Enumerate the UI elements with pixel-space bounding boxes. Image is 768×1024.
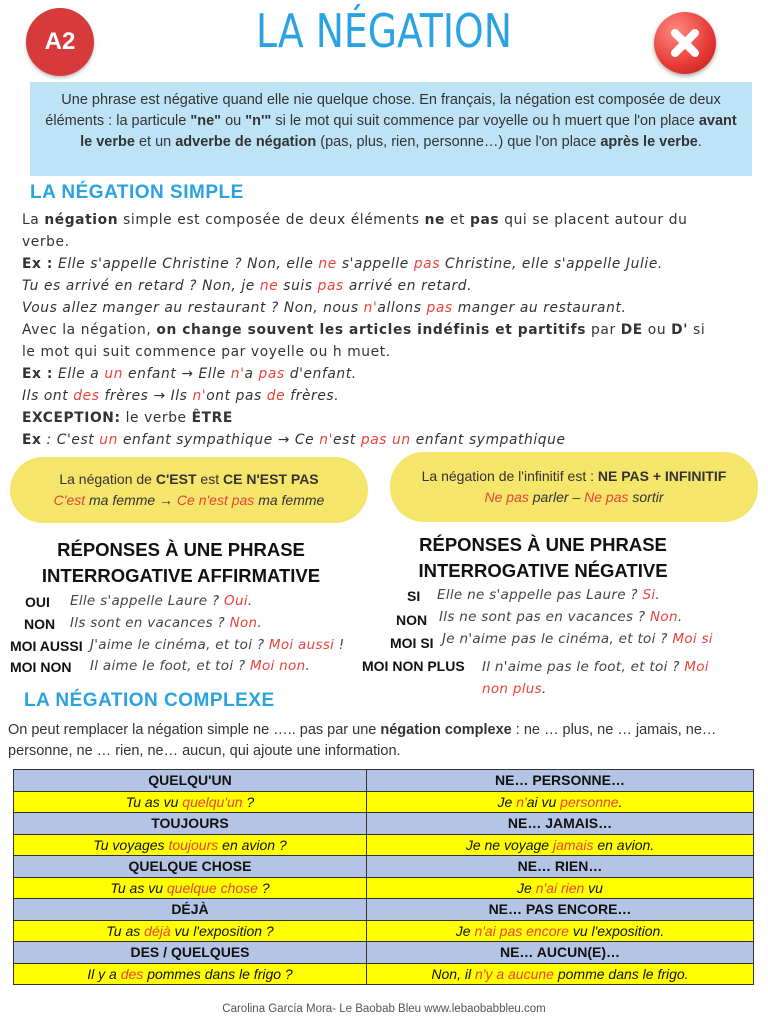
cell-text: vu l'exposition.	[568, 922, 665, 939]
negation-word: toujours	[168, 836, 219, 853]
section-title-simple: LA NÉGATION SIMPLE	[30, 182, 244, 203]
cell-text: Je	[517, 879, 536, 896]
cell-text: Je	[455, 922, 475, 939]
intro-bold: adverbe de négation	[175, 134, 317, 150]
simple-line-2: verbe.	[22, 234, 70, 250]
cell-text: NE… PAS ENCORE…	[488, 901, 632, 918]
affirmative-responses-title: RÉPONSES À UNE PHRASE INTERROGATIVE AFFIRMATIVE	[41, 539, 321, 586]
cell-text: DES / QUELQUES	[130, 944, 250, 961]
table-cell-right	[367, 791, 754, 813]
cell-text: DÉJÀ	[171, 901, 209, 918]
table-cell-right	[367, 942, 754, 964]
cell-text: en avion ?	[218, 836, 287, 853]
table-cell-right	[367, 963, 754, 985]
intro-n: "n'"	[245, 113, 272, 129]
cell-text: vu l'exposition ?	[170, 922, 274, 939]
table-cell-right	[367, 813, 754, 835]
negation-word: n'	[516, 793, 527, 810]
complex-intro: On peut remplacer la négation simple ne ….. pas par une négation complexe : ne … plus, ne … jamais, ne… personne, ne … rien, ne… aucun, qui ajoute une information.	[8, 722, 717, 759]
level-text: A2	[44, 28, 76, 55]
negation-word: n'ai rien	[535, 879, 585, 896]
resp-label-moi-non: MOI NON	[10, 659, 72, 675]
cell-text: Je	[497, 793, 517, 810]
cell-text: ?	[257, 879, 270, 896]
table-cell-left	[14, 899, 367, 921]
exception-example: Ex : C'est un enfant sympathique → Ce n'est pas un enfant sympathique	[22, 432, 566, 448]
negation-word: déjà	[144, 922, 171, 939]
articles-example-2: Ils ont des frères → Ils n'ont pas de frères.	[22, 388, 340, 404]
table-cell-right	[367, 877, 754, 899]
cell-text: .	[618, 793, 623, 810]
footer-credit: Carolina García Mora- Le Baobab Bleu www.lebaobabbleu.com	[222, 1003, 546, 1015]
simple-example-2: Tu es arrivé en retard ? Non, je ne suis pas arrivé en retard.	[22, 278, 473, 294]
resp-label-moi-aussi: MOI AUSSI	[10, 638, 83, 654]
cell-text: NE… RIEN…	[517, 858, 603, 875]
table-cell-left	[14, 920, 367, 942]
cell-text: Tu voyages	[93, 836, 169, 853]
resp-example-moi-non-plus: Il n'aime pas le foot, et toi ? Moi non plus.	[482, 659, 709, 697]
table-cell-right	[367, 920, 754, 942]
exception-line: EXCEPTION: le verbe ÊTRE	[22, 410, 233, 426]
x-mark-icon	[665, 23, 705, 63]
cell-text: Il y a	[87, 965, 121, 982]
cell-text: QUELQU'UN	[148, 772, 232, 789]
cell-text: Tu as	[106, 922, 145, 939]
table-header-row	[14, 856, 754, 878]
negation-word: personne	[560, 793, 619, 810]
resp-example-non: Ils sont en vacances ? Non.	[70, 615, 262, 631]
resp-example-oui: Elle s'appelle Laure ? Oui.	[70, 593, 253, 609]
table-example-row	[14, 920, 754, 942]
cell-text: TOUJOURS	[151, 815, 229, 832]
table-cell-right	[367, 856, 754, 878]
table-cell-left	[14, 834, 367, 856]
table-example-row	[14, 834, 754, 856]
negation-word: jamais	[552, 836, 594, 853]
section-title-complex: LA NÉGATION COMPLEXE	[24, 690, 275, 711]
intro-bold: après le verbe	[600, 134, 698, 150]
resp-label-moi-si: MOI SI	[390, 635, 434, 651]
resp-example-moi-si: Je n'aime pas le cinéma, et toi ? Moi si	[442, 631, 713, 647]
table-example-row	[14, 963, 754, 985]
resp-label-oui: OUI	[25, 594, 50, 610]
resp-label-si: SI	[407, 588, 421, 604]
negation-word: n'y a aucune	[474, 965, 554, 982]
cell-text: pommes dans le frigo ?	[143, 965, 293, 982]
articles-example-1: Ex : Elle a un enfant → Elle n'a pas d'enfant.	[22, 366, 357, 382]
intro-text: .	[697, 134, 702, 150]
resp-label-moi-non-plus: MOI NON PLUS	[362, 658, 465, 674]
table-cell-left	[14, 963, 367, 985]
resp-example-si: Elle ne s'appelle pas Laure ? Si.	[437, 587, 660, 603]
table-example-row	[14, 791, 754, 813]
complex-negation-table	[13, 769, 754, 985]
cell-text: ai vu	[526, 793, 561, 810]
table-example-row	[14, 877, 754, 899]
cell-text: Non, il	[431, 965, 475, 982]
resp-example-moi-non: Il aime le foot, et toi ? Moi non.	[90, 658, 311, 674]
page-title: LA NÉGATION	[256, 4, 512, 58]
simple-line-1: La négation simple est composée de deux éléments ne et pas qui se placent autour du	[22, 212, 688, 228]
negation-word: quelque chose	[166, 879, 258, 896]
negation-word: n'ai pas encore	[474, 922, 569, 939]
resp-label-non: NON	[24, 616, 56, 632]
intro-bold: avant le verbe	[80, 113, 737, 150]
cell-text: ?	[242, 793, 255, 810]
simple-example-3: Vous allez manger au restaurant ? Non, nous n'allons pas manger au restaurant.	[22, 300, 627, 316]
simple-example-1: Ex : Elle s'appelle Christine ? Non, elle ne s'appelle pas Christine, elle s'appelle Julie.	[22, 256, 663, 272]
table-header-row	[14, 813, 754, 835]
negative-responses-title: RÉPONSES À UNE PHRASE INTERROGATIVE NÉGATIVE	[418, 534, 668, 581]
resp-example-non-neg: Ils ne sont pas en vacances ? Non.	[439, 609, 683, 625]
cell-text: NE… PERSONNE…	[495, 772, 625, 789]
articles-rule: Avec la négation, on change souvent les articles indéfinis et partitifs par DE ou D' si	[22, 322, 706, 338]
table-header-row	[14, 770, 754, 792]
table-cell-right	[367, 899, 754, 921]
cell-text: Tu as vu	[125, 793, 183, 810]
intro-text: si le mot qui suit commence par voyelle ou h muert que l'on place	[271, 113, 699, 129]
negation-word: quelqu'un	[182, 793, 243, 810]
table-cell-right	[367, 834, 754, 856]
table-cell-left	[14, 942, 367, 964]
cest-pill: La négation de C'EST est CE N'EST PAS C'est ma femme → Ce n'est pas ma femme	[10, 457, 368, 523]
cell-text: Tu as vu	[110, 879, 167, 896]
articles-rule-2: le mot qui suit commence par voyelle ou h muet.	[22, 344, 391, 360]
cell-text: NE… AUCUN(E)…	[499, 944, 621, 961]
table-cell-left	[14, 770, 367, 792]
intro-text: Une phrase est négative quand elle nie quelque chose. En français, la négation est composée de deux éléments : la particule	[45, 92, 721, 129]
intro-box	[30, 82, 752, 176]
table-cell-left	[14, 813, 367, 835]
intro-text: (pas, plus, rien, personne…) que l'on place	[316, 134, 601, 150]
table-cell-left	[14, 877, 367, 899]
cell-text: vu	[584, 879, 603, 896]
close-icon[interactable]	[654, 12, 716, 74]
resp-example-moi-aussi: J'aime le cinéma, et toi ? Moi aussi !	[90, 637, 345, 653]
table-cell-right	[367, 770, 754, 792]
table-header-row	[14, 942, 754, 964]
table-cell-left	[14, 856, 367, 878]
intro-text: ou	[221, 113, 246, 129]
cell-text: Je ne voyage	[465, 836, 553, 853]
infinitive-pill: La négation de l'infinitif est : NE PAS + INFINITIF Ne pas parler – Ne pas sortir	[390, 452, 758, 522]
intro-ne: "ne"	[190, 113, 222, 129]
cell-text: NE… JAMAIS…	[507, 815, 613, 832]
resp-label-non-neg: NON	[396, 612, 428, 628]
intro-text: et un	[134, 134, 176, 150]
cell-text: pomme dans le frigo.	[553, 965, 689, 982]
table-cell-left	[14, 791, 367, 813]
table-header-row	[14, 899, 754, 921]
cell-text: QUELQUE CHOSE	[128, 858, 252, 875]
cell-text: en avion.	[593, 836, 655, 853]
negation-word: des	[120, 965, 144, 982]
